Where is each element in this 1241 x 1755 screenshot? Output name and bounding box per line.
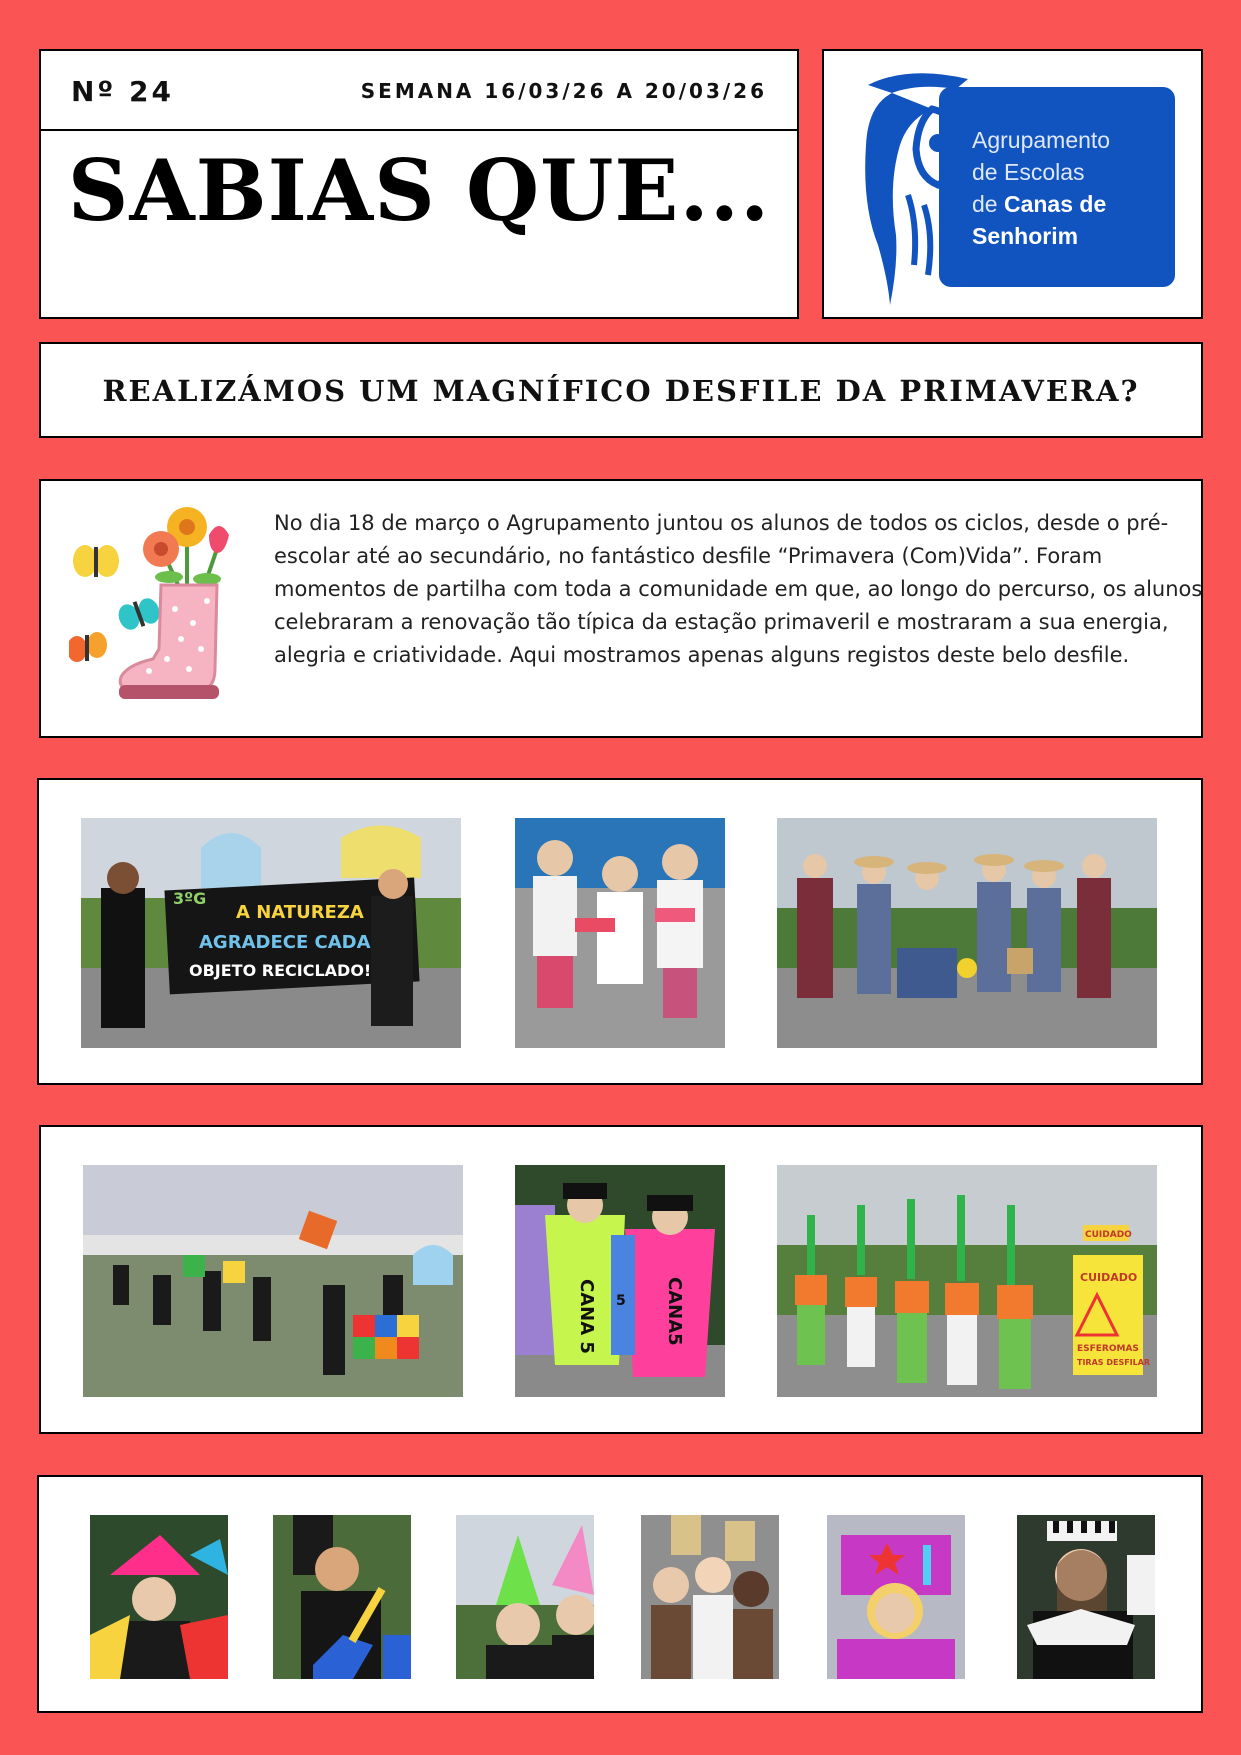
logo-line-3 [972,191,1106,218]
logo-line-3-prefix: de [972,191,998,217]
logo-line-1: Agrupamento [972,127,1111,153]
photo-row-1 [37,778,1203,1085]
photo-pinwheel-hats [90,1515,228,1679]
header-panel [39,49,799,319]
photo-golden-hats [641,1515,779,1679]
logo-line-4: Senhorim [972,223,1079,249]
butterfly-icon-red [69,632,107,662]
owl-logo-icon [848,65,998,315]
headline-panel [39,342,1203,438]
intro-text: No dia 18 de março o Agrupamento juntou os alunos de todos os ciclos, desde o pré-escolar até ao secundário, no fantástico desfile “Primavera (Com)Vida”. Foram momentos de partilha com toda a comunidade em que, ao longo do percurso, os alunos celebraram a renovação tão típica da estação primaveril e mostraram a sua energia, alegria e criatividade. Aqui mostramos apenas alguns registos deste belo desfile. [274,511,1203,667]
butterfly-icon-yellow [73,545,119,577]
photo-purple-hat [827,1515,965,1679]
photo-row-3 [37,1475,1203,1713]
issue-number: Nº 24 [71,75,174,108]
flower-boot-butterflies-icon [69,499,259,709]
banner-line-3: OBJETO RECICLADO! [189,961,372,980]
headline-text: REALIZÁMOS UM MAGNÍFICO DESFILE DA PRIMAVERA? [102,374,1140,408]
rubik-cube-icon [353,1315,419,1359]
page-title: SABIAS QUE... [67,141,771,240]
photo-rubik-parade [83,1165,463,1397]
banner-line-1: A NATUREZA [236,902,364,923]
costume-label-2: 5 [616,1293,626,1309]
header-info-bar [41,51,797,131]
costume-label-1: CANA 5 [576,1279,597,1354]
sign-text-2: ESFEROMAS [1077,1344,1139,1354]
sign-text-3: TIRAS DESFILAR [1077,1358,1151,1367]
school-logo [822,49,1203,319]
photo-cana5-costumes [515,1165,725,1397]
photo-row-2 [39,1125,1203,1434]
week-range: SEMANA 16/03/26 A 20/03/26 [360,79,767,103]
sign-text-1: CUIDADO [1080,1271,1138,1284]
sign-text-0: CUIDADO [1085,1230,1132,1240]
photo-farmers-group [777,818,1157,1048]
intro-panel [39,479,1203,738]
logo-line-2: de Escolas [972,159,1085,185]
photo-cone-hats [456,1515,594,1679]
photo-guitar-costumes [273,1515,411,1679]
photo-recycled-banner [81,818,461,1048]
photo-flower-costumes [777,1165,1157,1397]
banner-tag: 3ºG [173,889,207,908]
logo-line-3-bold: Canas de [1003,191,1107,217]
butterfly-icon-teal [115,595,163,632]
photo-scientists-costumes [515,818,725,1048]
banner-line-2: AGRADECE CADA [199,932,371,953]
costume-label-3: CANA5 [664,1277,685,1346]
photo-piano-costume [1017,1515,1155,1679]
